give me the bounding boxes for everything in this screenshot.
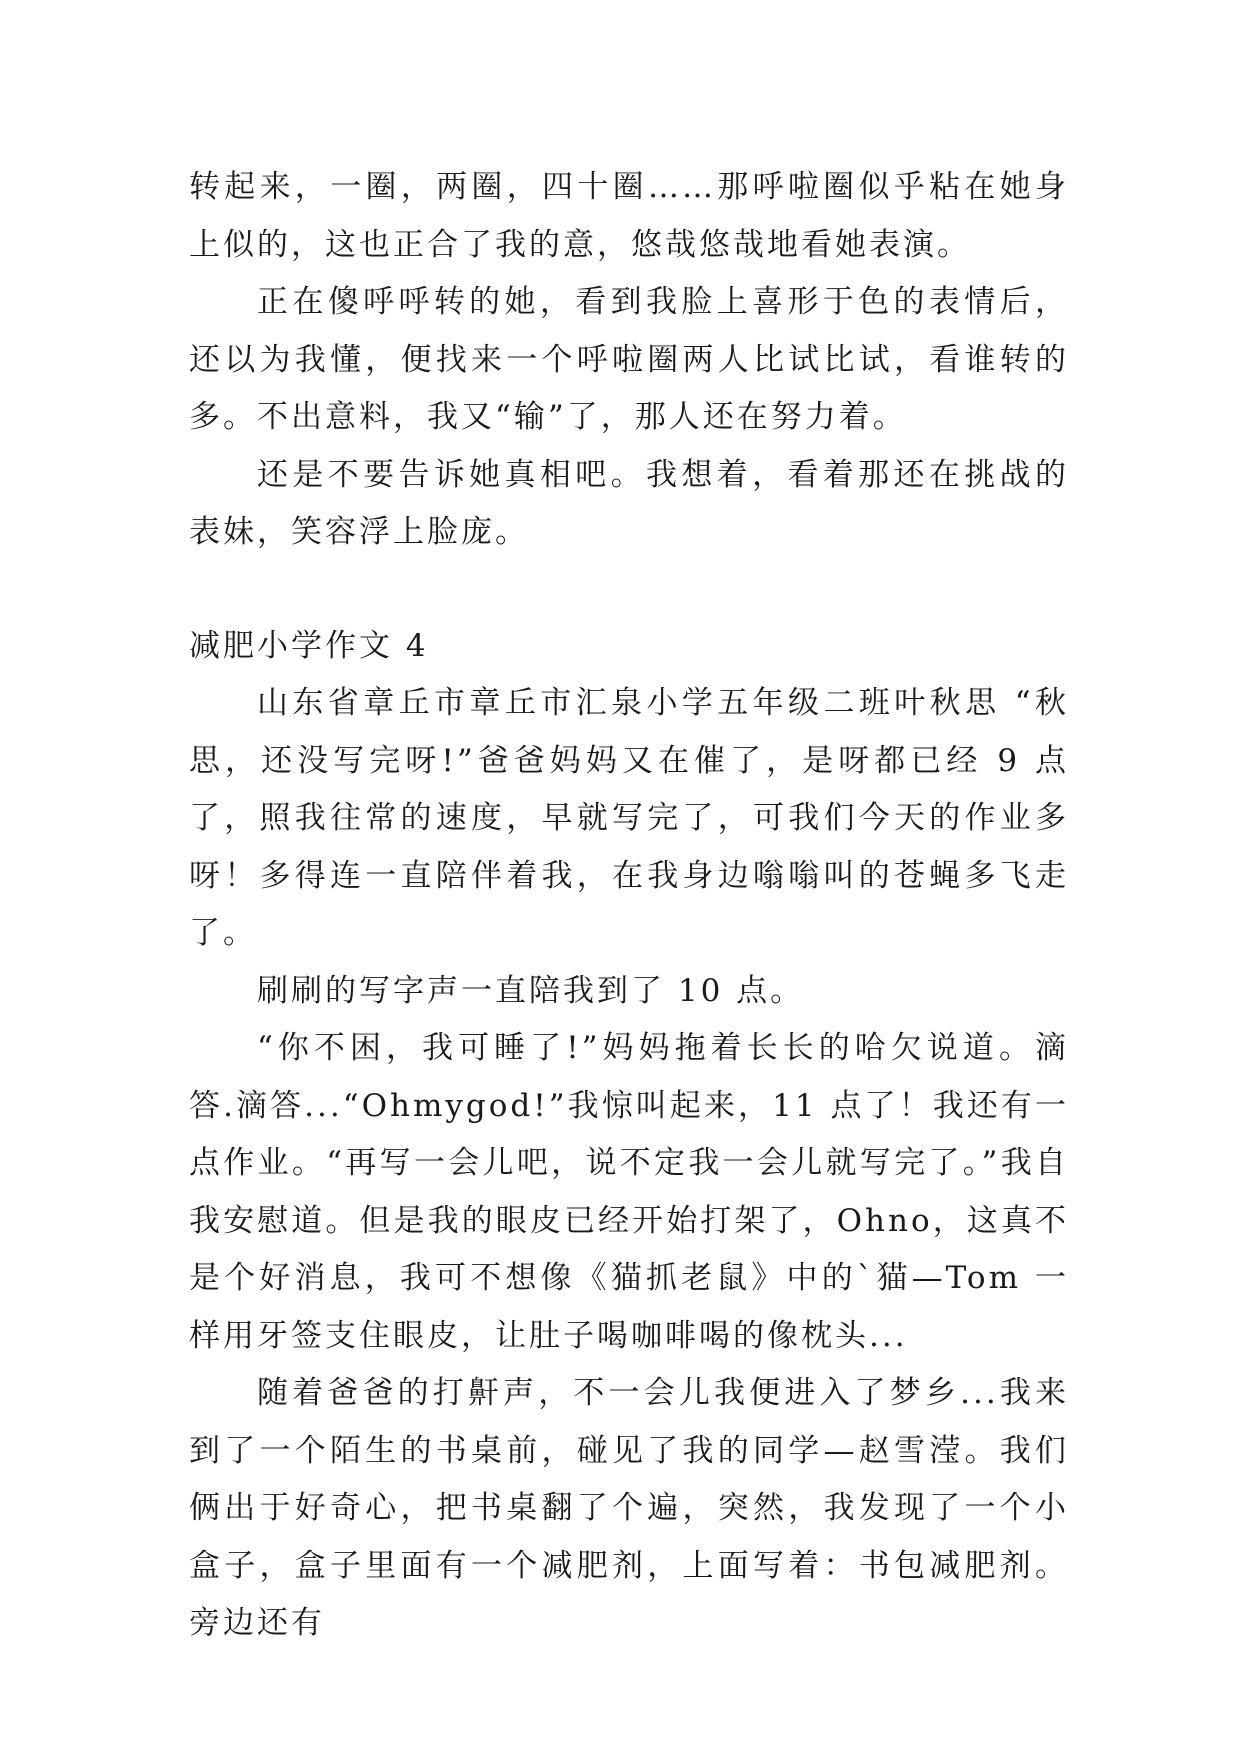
paragraph: 山东省章丘市章丘市汇泉小学五年级二班叶秋思 “秋思，还没写完呀!”爸爸妈妈又在催了，是呀都已经 9 点了，照我往常的速度，早就写完了，可我们今天的作业多呀！多得连一直陪伴着我，在我身边嗡嗡叫的苍蝇多飞走了。 bbox=[189, 685, 1069, 951]
paragraph: 随着爸爸的打鼾声，不一会儿我便进入了梦乡...我来到了一个陌生的书桌前，碰见了我的同学—赵雪滢。我们俩出于好奇心，把书桌翻了个遍，突然，我发现了一个小盒子，盒子里面有一个减肥剂，上面写着：书包减肥剂。旁边还有 bbox=[189, 1375, 1069, 1641]
document-body bbox=[189, 159, 1069, 1653]
paragraph: 刷刷的写字声一直陪我到了 10 点。 bbox=[257, 972, 805, 1009]
paragraph: 转起来，一圈，两圈，四十圈……那呼啦圈似乎粘在她身上似的，这也正合了我的意，悠哉悠哉地看她表演。 bbox=[189, 169, 1069, 263]
paragraph: “你不困，我可睡了!”妈妈拖着长长的哈欠说道。滴答.滴答...“Ohmygod!”我惊叫起来，11 点了！我还有一点作业。“再写一会儿吧，说不定我一会儿就写完了。”我自我安慰道。但是我的眼皮已经开始打架了，Ohno，这真不是个好消息，我可不想像《猫抓老鼠》中的`猫—Tom 一样用牙签支住眼皮，让肚子喝咖啡喝的像枕头... bbox=[189, 1030, 1069, 1354]
paragraph: 正在傻呼呼转的她，看到我脸上喜形于色的表情后，还以为我懂，便找来一个呼啦圈两人比试比试，看谁转的多。不出意料，我又“输”了，那人还在努力着。 bbox=[189, 284, 1069, 435]
paragraph: 还是不要告诉她真相吧。我想着，看着那还在挑战的表妹，笑容浮上脸庞。 bbox=[189, 456, 1069, 550]
section-title: 减肥小学作文 4 bbox=[189, 627, 429, 664]
